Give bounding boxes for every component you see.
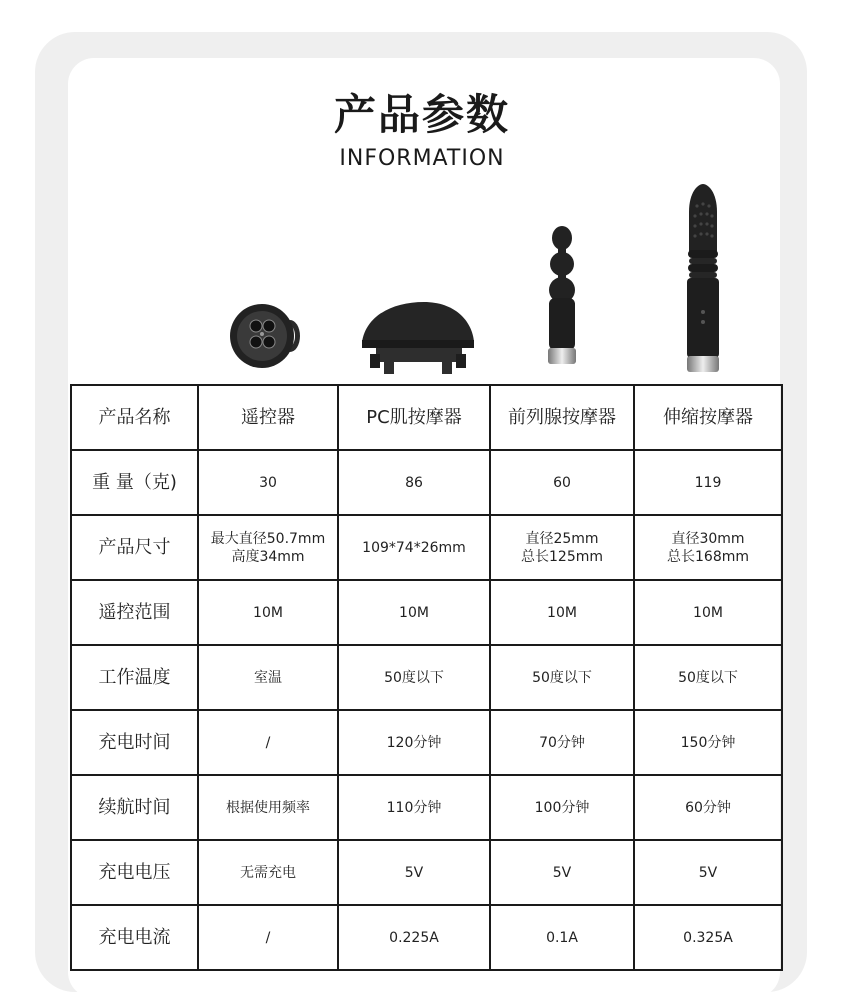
table-cell: [490, 645, 634, 710]
table-row: [71, 905, 782, 970]
table-cell: [198, 840, 338, 905]
header-cell: 遥控器: [198, 385, 338, 450]
table-cell: [634, 840, 782, 905]
table-cell: [198, 710, 338, 775]
cell-line: 150分钟: [680, 734, 736, 751]
prostate-massager-image: [538, 226, 586, 374]
spec-table: [70, 384, 783, 971]
table-cell: [634, 645, 782, 710]
table-cell: [338, 645, 490, 710]
cell-line: /: [265, 929, 271, 946]
cell-line: 120分钟: [386, 734, 442, 751]
row-label: 充电时间: [71, 710, 198, 775]
table-row: [71, 580, 782, 645]
table-row: [71, 515, 782, 580]
cell-line: 0.225A: [389, 929, 439, 946]
cell-line: 0.325A: [683, 929, 733, 946]
header-cell: 前列腺按摩器: [490, 385, 634, 450]
cell-line: 根据使用频率: [226, 799, 310, 816]
telescopic-massager-image: [680, 182, 726, 382]
cell-line: 直径25mm: [525, 530, 599, 547]
cell-line: 110分钟: [386, 799, 442, 816]
cell-line: 10M: [547, 604, 577, 621]
cell-line: 总长168mm: [667, 548, 749, 565]
cell-line: 0.1A: [546, 929, 578, 946]
table-cell: [198, 645, 338, 710]
cell-line: 100分钟: [534, 799, 590, 816]
table-cell: [198, 905, 338, 970]
row-label: 工作温度: [71, 645, 198, 710]
table-cell: [634, 450, 782, 515]
table-row: [71, 450, 782, 515]
cell-line: 室温: [254, 669, 282, 686]
page-title: 产品参数: [333, 90, 510, 139]
row-label: 充电电流: [71, 905, 198, 970]
table-row: [71, 645, 782, 710]
table-cell: [634, 775, 782, 840]
cell-line: 5V: [698, 864, 718, 881]
row-label: 重 量（克): [71, 450, 198, 515]
cell-line: 10M: [253, 604, 283, 621]
remote-control-image: [228, 292, 306, 378]
table-cell: [198, 580, 338, 645]
cell-line: 70分钟: [539, 734, 585, 751]
cell-line: 119: [694, 474, 722, 491]
table-header-row: [71, 385, 782, 450]
table-row: [71, 710, 782, 775]
cell-line: 50度以下: [532, 669, 592, 686]
table-cell: [634, 710, 782, 775]
table-cell: [198, 775, 338, 840]
header-cell: 产品名称: [71, 385, 198, 450]
table-cell: [490, 710, 634, 775]
row-label: 充电电压: [71, 840, 198, 905]
row-label: 续航时间: [71, 775, 198, 840]
table-cell: [338, 710, 490, 775]
table-cell: [490, 580, 634, 645]
page-subtitle: INFORMATION: [339, 146, 505, 171]
table-cell: [634, 905, 782, 970]
cell-line: 5V: [404, 864, 424, 881]
table-cell: [338, 515, 490, 580]
row-label: 产品尺寸: [71, 515, 198, 580]
cell-line: 高度34mm: [231, 548, 305, 565]
table-cell: [198, 515, 338, 580]
cell-line: 最大直径50.7mm: [210, 530, 326, 547]
table-cell: [490, 905, 634, 970]
cell-line: 10M: [399, 604, 429, 621]
row-label: 遥控范围: [71, 580, 198, 645]
table-cell: [338, 905, 490, 970]
header-cell: PC肌按摩器: [338, 385, 490, 450]
cell-line: 109*74*26mm: [362, 539, 466, 556]
table-cell: [338, 840, 490, 905]
table-cell: [490, 515, 634, 580]
cell-line: 30: [259, 474, 277, 491]
cell-line: 5V: [552, 864, 572, 881]
cell-line: 50度以下: [384, 669, 444, 686]
table-cell: [338, 450, 490, 515]
cell-line: 50度以下: [678, 669, 738, 686]
cell-line: 10M: [693, 604, 723, 621]
table-cell: [490, 775, 634, 840]
table-cell: [338, 580, 490, 645]
table-cell: [490, 840, 634, 905]
table-cell: [490, 450, 634, 515]
cell-line: 总长125mm: [521, 548, 603, 565]
pc-muscle-massager-image: [358, 298, 478, 380]
cell-line: 无需充电: [240, 864, 296, 881]
table-cell: [634, 580, 782, 645]
header-cell: 伸缩按摩器: [634, 385, 782, 450]
cell-line: 60: [553, 474, 571, 491]
table-row: [71, 775, 782, 840]
table-row: [71, 840, 782, 905]
table-cell: [198, 450, 338, 515]
table-cell: [634, 515, 782, 580]
cell-line: 60分钟: [685, 799, 731, 816]
cell-line: /: [265, 734, 271, 751]
table-cell: [338, 775, 490, 840]
cell-line: 86: [405, 474, 423, 491]
cell-line: 直径30mm: [671, 530, 745, 547]
